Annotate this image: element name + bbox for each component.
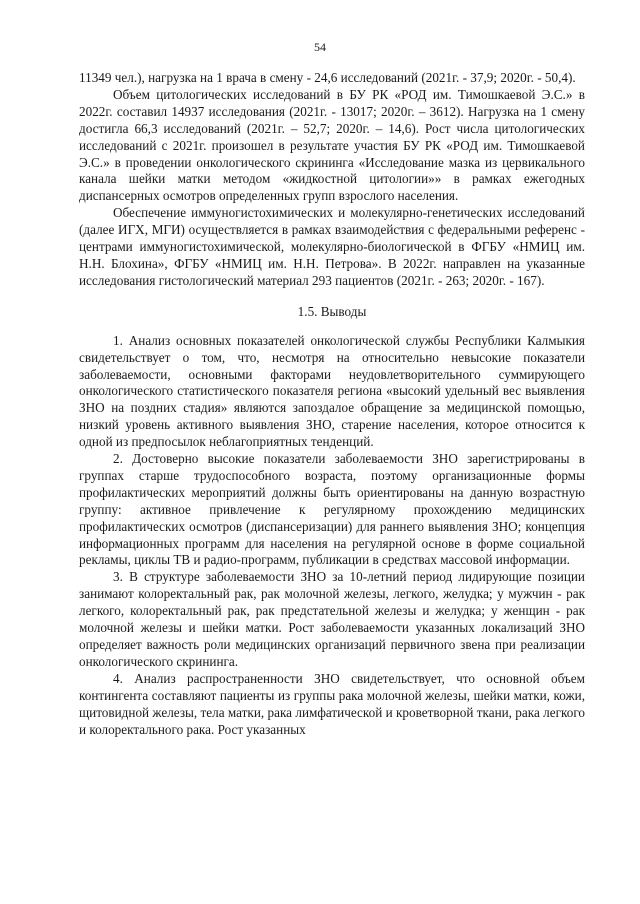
conclusion-4: 4. Анализ распространенности ЗНО свидетельствует, что основной объем контингента составляют пациенты из группы рака молочной железы, шейки матки, кожи, щитовидной железы, тела матки, рака лимфатической и кроветворной ткани, рака легкого и колоректального рака. Рост указанных xyxy=(79,670,585,737)
section-heading: 1.5. Выводы xyxy=(297,303,367,319)
conclusion-3: 3. В структуре заболеваемости ЗНО за 10-летний период лидирующие позиции занимают колоректальный рак, рак молочной железы, легкого, желудка; у мужчин - рак легкого, колоректальный рак, рак предстательной железы и желудка; у женщин - рак молочной железы и шейки матки. Рост заболеваемости указанных локализаций ЗНО определяет важность роли медицинских организаций первичного звена при реализации онкологического скрининга. xyxy=(79,569,585,669)
conclusion-2: 2. Достоверно высокие показатели заболеваемости ЗНО зарегистрированы в группах старше трудоспособного возраста, поэтому организационные формы профилактических мероприятий должны быть ориентированы на данную возрастную группу: активное привлечение к регулярному прохождению медицинских профилактических осмотров (диспансеризации) для раннего выявления ЗНО; концепция информационных программ для населения на регулярной основе в форме социальной рекламы, циклы ТВ и радио-программ, публикации в средствах массовой информации. xyxy=(79,451,585,568)
paragraph-ihc: Обеспечение иммуногистохимических и молекулярно-генетических исследований (далее ИГХ, МГИ) осуществляется в рамках взаимодействия с федеральными референс - центрами иммуногистохимической, молекулярно-биологической в ФГБУ «НМИЦ им. Н.Н. Блохина», ФГБУ «НМИЦ им. Н.Н. Петрова». В 2022г. направлен на указанные исследования гистологический материал 293 пациентов (2021г. - 263; 2020г. - 167). xyxy=(79,205,585,288)
paragraph-cytology: Объем цитологических исследований в БУ РК «РОД им. Тимошкаевой Э.С.» в 2022г. составил 14937 исследования (2021г. - 13017; 2020г. – 3612). Нагрузка на 1 смену достигла 66,3 исследований (2021г. – 52,7; 2020г. – 14,6). Рост числа цитологических исследований с 2021г. произошел в результате участия БУ РК «РОД им. Тимошкаевой Э.С.» в проведении онкологического скрининга «Исследование мазка из цервикального канала шейки матки методом «жидкостной цитологии»» в рамках ежегодных диспансерных осмотров определенных групп взрослого населения. xyxy=(79,86,585,204)
paragraph-continuation: 11349 чел.), нагрузка на 1 врача в смену - 24,6 исследований (2021г. - 37,9; 2020г. - 50,4). xyxy=(79,70,576,85)
page-body xyxy=(79,70,585,738)
page-number: 54 xyxy=(314,40,326,54)
conclusion-1: 1. Анализ основных показателей онкологической службы Республики Калмыкия свидетельствует о том, что, несмотря на относительно невысокие показатели заболеваемости, основными факторами неудовлетворительного суммирующего онкологического статистического показателя региона «высокий удельный вес выявления ЗНО на поздних стадия» являются запоздалое обращение за медицинской помощью, низкий уровень активного выявления ЗНО, старение населения, которое относится к одной из предпосылок неблагоприятных тенденций. xyxy=(79,332,585,450)
